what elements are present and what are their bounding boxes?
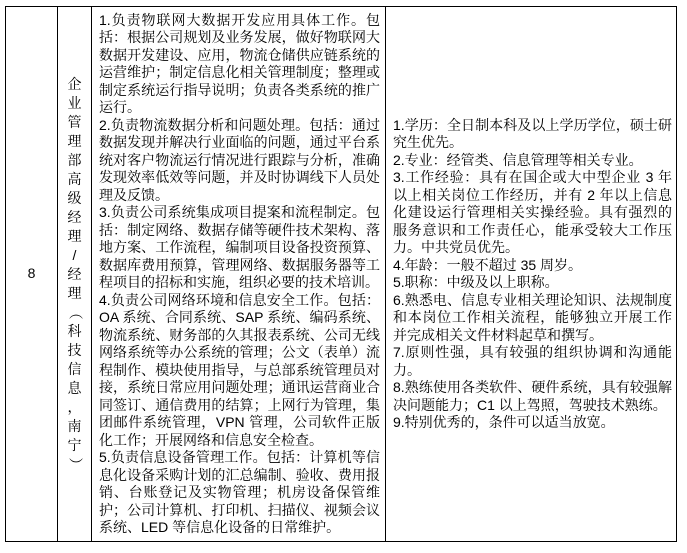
table-row [6,7,677,542]
responsibility-item: 4.负责公司网络环境和信息安全工作。包括：OA 系统、合同系统、SAP 系统、编码系统、物流系统、财务部的久其报表系统、公司无线网络系统等办公系统的管理；公文（表单）流程制作、模块使用指导，与总部系统管理员对接，系统日常应用问题处理；通讯运营商业合同签订、通信费用的结算；上网行为管理，集团邮件系统管理，VPN 管理，公司软件正版化工作；开展网络和信息安全检查。 [99,291,380,448]
responsibility-item: 5.负责信息设备管理工作。包括：计算机等信息化设备采购计划的汇总编制、验收、费用报销、台账登记及实物管理；机房设备保管维护；公司计算机、打印机、扫描仪、视频会议系统、LED 等信息化设备的日常维护。 [99,449,380,535]
requirement-item: 8.熟练使用各类软件、硬件系统，具有较强解决问题能力；C1 以上驾照，驾驶技术熟练。 [393,379,672,413]
requirements-list [393,117,672,432]
requirement-item: 6.熟悉电、信息专业相关理论知识、法规制度和本岗位工作相关流程，能够独立开展工作并完成相关文件材料起草和撰写。 [393,291,672,343]
responsibility-item: 3.负责公司系统集成项目提案和流程制定。包括：制定网络、数据存储等硬件技术架构、落地方案、工作流程，编制项目设备投资预算、数据库费用预算，管理网络、数据服务器等工程项目的招标和实施，组织必要的技术培训。 [99,204,380,290]
responsibilities-cell [92,7,386,542]
recruitment-table [5,6,677,542]
responsibilities-list [99,12,380,537]
row-number-cell [6,7,58,542]
requirement-item: 9.特别优秀的，条件可以适当放宽。 [393,414,615,430]
position-title-cell [58,7,92,542]
requirement-item: 1.学历：全日制本科及以上学历学位，硕士研究生优先。 [393,116,672,150]
requirements-cell [386,7,677,542]
requirement-item: 4.年龄：一般不超过 35 周岁。 [393,256,583,273]
requirement-item: 7.原则性强，具有较强的组织协调和沟通能力。 [393,344,672,378]
position-title-vertical: 企 业 管 理 部 高 级 经 理 / 经 理 （ 科 技 信 息 ， 南 宁 ） [67,75,83,471]
requirement-item: 2.专业：经管类、信息管理等相关专业。 [393,151,643,168]
responsibility-item: 2.负责物流数据分析和问题处理。包括：通过数据发现并解决行业面临的问题，通过平台系统对客户物流运行情况进行跟踪与分析，准确发现效率低效等问题，并及时协调线下人员处理及反馈。 [99,116,380,203]
requirement-item: 3.工作经验：具有在国企或大中型企业 3 年以上相关岗位工作经历，并有 2 年以上信息化建设运行管理相关实操经验。具有强烈的服务意识和工作责任心，能承受较大工作压力。中共党员优先。 [393,169,672,255]
responsibility-item: 1.负责物联网大数据开发应用具体工作。包括：根据公司规划及业务发展，做好物联网大数据开发建设、应用，物流仓储供应链系统的运营维护；制定信息化相关管理制度；整理或制定系统运行指导说明；负责各类系统的推广运行。 [99,11,380,115]
row-number: 8 [27,265,36,282]
requirement-item: 5.职称：中级及以上职称。 [393,274,559,290]
